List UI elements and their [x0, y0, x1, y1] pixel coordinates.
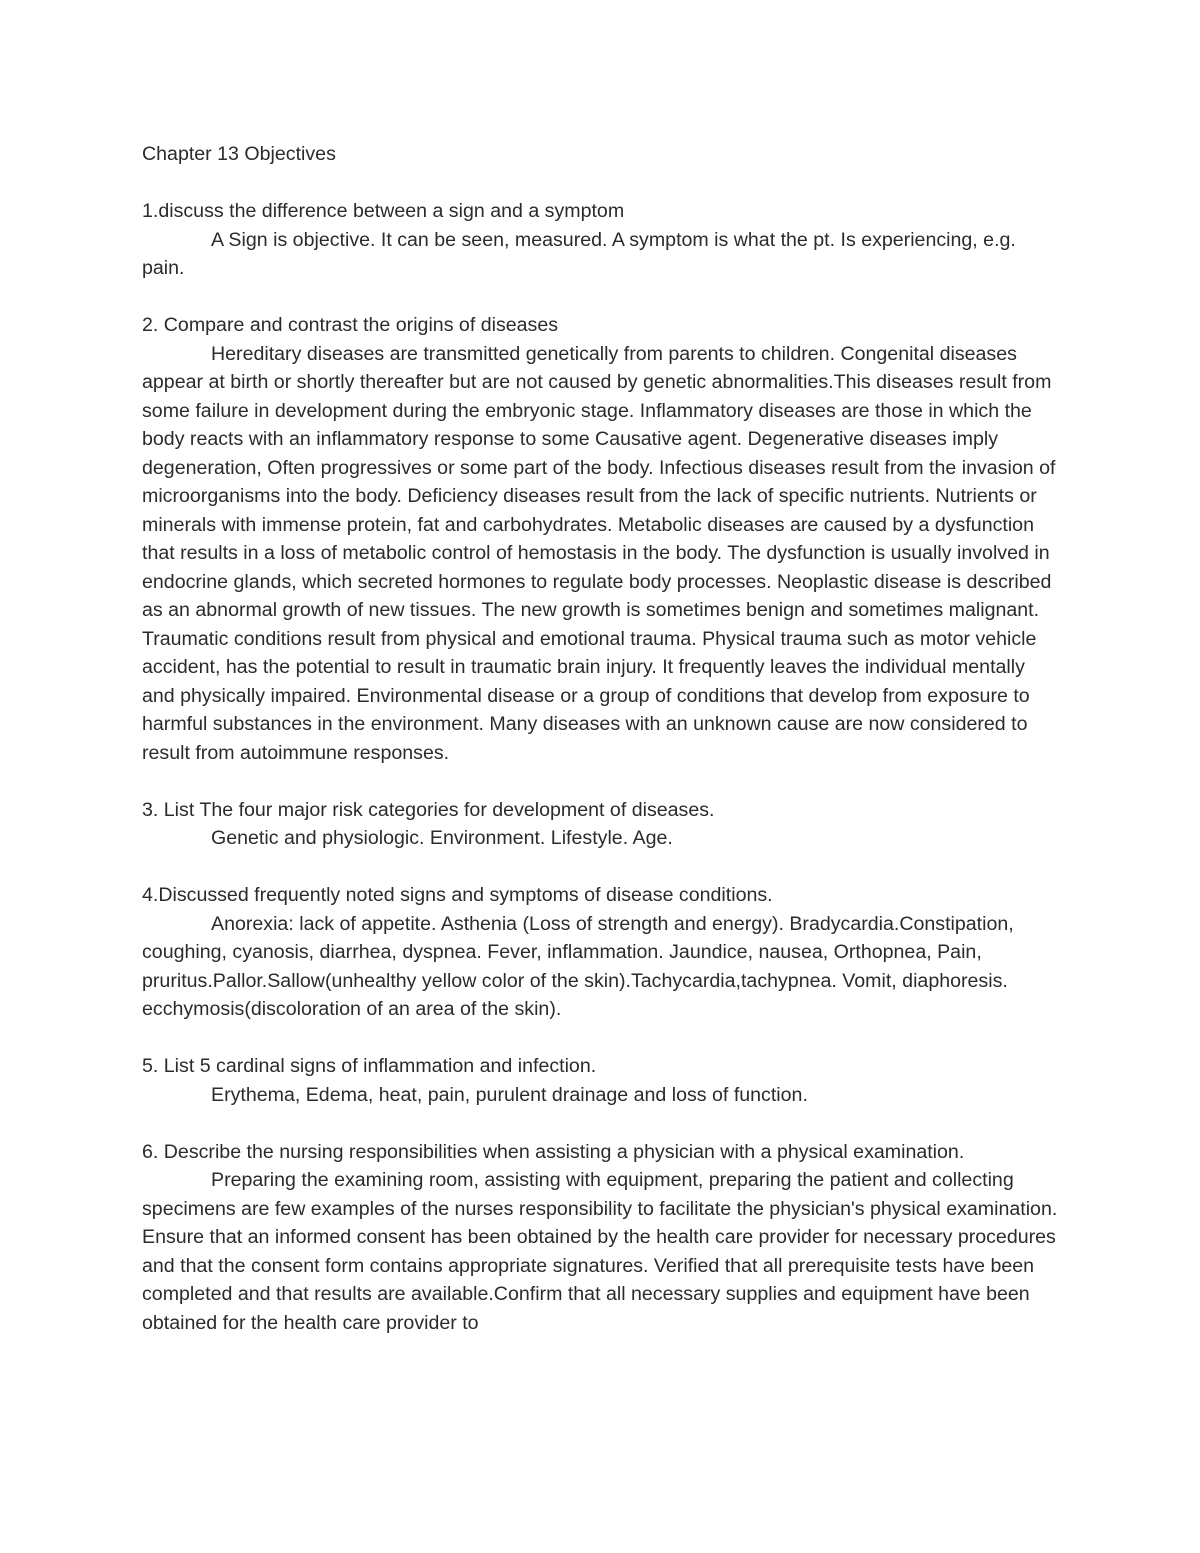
objective-question: 6. Describe the nursing responsibilities when assisting a physician with a physical examination. — [142, 1140, 965, 1163]
objective-section-5 — [142, 1052, 1062, 1109]
objective-answer: Genetic and physiologic. Environment. Lifestyle. Age. — [211, 827, 673, 849]
objective-answer: Preparing the examining room, assisting with equipment, preparing the patient and collecting specimens are few examples of the nurses responsibility to facilitate the physician's physical examination. Ensure that an informed consent has been obtained by the health care provider for necessary procedures and that the consent form contains appropriate signatures. Verified that all prerequisite tests have been completed and that results are available.Confirm that all necessary supplies and equipment have been obtained for the health care provider to — [142, 1169, 1058, 1334]
objective-question: 2. Compare and contrast the origins of diseases — [142, 314, 559, 336]
document-title: Chapter 13 Objectives — [142, 143, 336, 165]
objective-section-3 — [142, 796, 1062, 853]
objective-question: 4.Discussed frequently noted signs and symptoms of disease conditions. — [142, 884, 773, 906]
objective-answer: A Sign is objective. It can be seen, measured. A symptom is what the pt. Is experiencing, e.g. pain. — [142, 228, 1016, 279]
objective-question: 3. List The four major risk categories for development of diseases. — [142, 798, 715, 821]
objective-section-2 — [142, 311, 1062, 767]
objective-section-1 — [142, 197, 1062, 283]
objective-answer: Erythema, Edema, heat, pain, purulent drainage and loss of function. — [211, 1083, 808, 1106]
objective-question: 1.discuss the difference between a sign and a symptom — [142, 200, 625, 222]
objective-section-4 — [142, 881, 1062, 1024]
objective-answer: Hereditary diseases are transmitted genetically from parents to children. Congenital diseases appear at birth or shortly thereafter but are not caused by genetic abnormalities.This diseases result from some failure in development during the embryonic stage. Inflammatory diseases are those in which the body reacts with an inflammatory response to some Causative agent. Degenerative diseases imply degeneration, Often progressives or some part of the body. Infectious diseases result from the invasion of microorganisms into the body. Deficiency diseases result from the lack of specific nutrients. Nutrients or minerals with immense protein, fat and carbohydrates. Metabolic diseases are caused by a dysfunction that results in a loss of metabolic control of hemostasis in the body. The dysfunction is usually involved in endocrine glands, which secreted hormones to regulate body processes. Neoplastic disease is described as an abnormal growth of new tissues. The new growth is sometimes benign and sometimes malignant. Traumatic conditions result from physical and emotional trauma. Physical trauma such as motor vehicle accident, has the potential to result in traumatic brain injury. It frequently leaves the individual mentally and physically impaired. Environmental disease or a group of conditions that develop from exposure to harmful substances in the environment. Many diseases with an unknown cause are now considered to result from autoimmune responses. — [142, 342, 1056, 764]
document-content — [142, 140, 1062, 1366]
objective-question: 5. List 5 cardinal signs of inflammation and infection. — [142, 1055, 597, 1077]
objective-section-6 — [142, 1138, 1062, 1338]
objective-answer: Anorexia: lack of appetite. Asthenia (Loss of strength and energy). Bradycardia.Constipation, coughing, cyanosis, diarrhea, dyspnea. Fever, inflammation. Jaundice, nausea, Orthopnea, Pain, pruritus.Pallor.Sallow(unhealthy yellow color of the skin).Tachycardia,tachypnea. Vomit, diaphoresis. ecchymosis(discoloration of an area of the skin). — [142, 912, 1014, 1020]
